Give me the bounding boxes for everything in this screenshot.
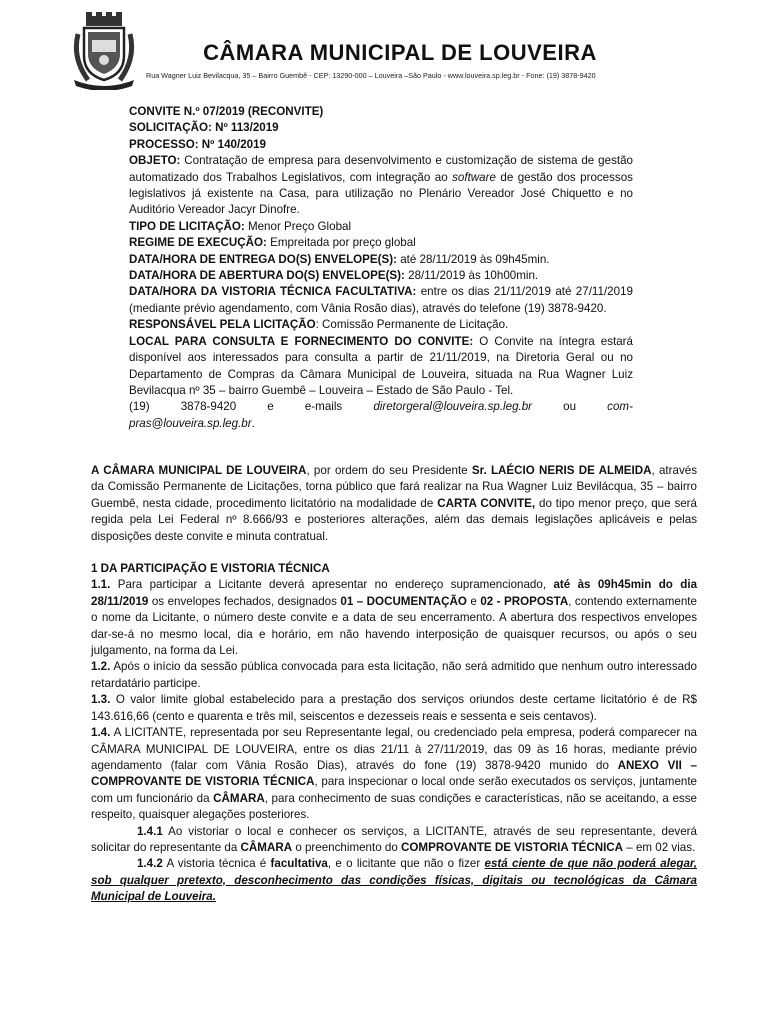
document-body — [91, 463, 697, 906]
email-link[interactable]: pras@louveira.sp.leg.br — [129, 416, 252, 430]
contact-line: (19) 3878-9420 e e-mails diretorgeral@louveira.sp.leg.br ou com- — [129, 399, 633, 415]
vistoria-field: DATA/HORA DA VISTORIA TÉCNICA FACULTATIVA: entre os dias 21/11/2019 até 27/11/2019 (mediante prévio agendamento, com Vânia Rosão dias), através do telefone (19) 3878-9420. — [129, 285, 633, 315]
clause-1-4-2: 1.4.2 A vistoria técnica é facultativa, e o licitante que não o fizer está ciente de que não poderá alegar, sob qualquer pretexto, desconhecimento das condições físicas, digitais ou tecnológicas da Câmara Municipal de Louveira. — [91, 857, 698, 904]
intro-paragraph: A CÂMARA MUNICIPAL DE LOUVEIRA, por ordem do seu Presidente Sr. LAÉCIO NERIS DE ALMEIDA, através da Comissão Permanente de Licitações, torna público que fará realizar na Rua Wagner Luiz Bevilácqua, 35 – bairro Guembê, nesta cidade, procedimento licitatório na modalidade de CARTA CONVITE, do tipo menor preço, que será regida pela Lei Federal nº 8.666/93 e posteriores alterações, além das demais legislações aplicáveis e pelas disposições deste convite e minuta contratual. — [91, 464, 697, 543]
email-link[interactable]: diretorgeral@louveira.sp.leg.br — [373, 400, 533, 414]
solicitacao-number: SOLICITAÇÃO: Nº 113/2019 — [129, 121, 279, 135]
tipo-licitacao-field: TIPO DE LICITAÇÃO: Menor Preço Global — [129, 219, 352, 233]
responsavel-field: RESPONSÁVEL PELA LICITAÇÃO: Comissão Permanente de Licitação. — [129, 318, 509, 332]
letterhead-address: Rua Wagner Luiz Bevilacqua, 35 – Bairro Guembê - CEP: 13290-000 – Louveira –São Paulo - www.louveira.sp.leg.br - Fone: (19) 3878-9420 — [146, 71, 596, 80]
section-heading: 1 DA PARTICIPAÇÃO E VISTORIA TÉCNICA — [91, 562, 330, 576]
clause-1-1: 1.1. Para participar a Licitante deverá apresentar no endereço supramencionado, até às 09h45min do dia 28/11/2019 os envelopes fechados, designados 01 – DOCUMENTAÇÃO e 02 - PROPOSTA, contendo externamente o nome da Licitante, o número deste convite e a data de seu encerramento. A abertura dos respectivos envelopes dar-se-á no mesmo local, dia e horário, em não havendo interposição de quaisquer recursos, ou após o seu julgamento, na forma da Lei. — [91, 578, 698, 658]
convite-number: CONVITE N.º 07/2019 (RECONVITE) — [129, 105, 324, 118]
convite-summary — [129, 104, 633, 432]
data-entrega-field: DATA/HORA DE ENTREGA DO(S) ENVELOPE(S): até 28/11/2019 às 09h45min. — [129, 252, 550, 266]
local-consulta-field: LOCAL PARA CONSULTA E FORNECIMENTO DO CONVITE: O Convite na íntegra estará disponível aos interessados para consulta a partir de 21/11/2019, na Diretoria Geral ou no Departamento de Compras da Câmara Municipal de Louveira, situada na Rua Wagner Luiz Bevilacqua nº 35 – bairro Guembê – Louveira – Estado de São Paulo - Tel. — [129, 334, 633, 397]
email-line: pras@louveira.sp.leg.br. — [129, 416, 255, 430]
clause-1-4-1: 1.4.1 Ao vistoriar o local e conhecer os serviços, a LICITANTE, através de seu representante, deverá solicitar do representante da CÂMARA o preenchimento do COMPROVANTE DE VISTORIA TÉCNICA – em 02 vias. — [91, 824, 697, 854]
data-abertura-field: DATA/HORA DE ABERTURA DO(S) ENVELOPE(S): 28/11/2019 às 10h00min. — [129, 269, 539, 283]
regime-execucao-field: REGIME DE EXECUÇÃO: Empreitada por preço global — [129, 236, 416, 250]
processo-number: PROCESSO: Nº 140/2019 — [129, 137, 266, 151]
objeto-field: OBJETO: Contratação de empresa para desenvolvimento e customização de sistema de gestão automatizado dos Trabalhos Legislativos, com integração ao software de gestão dos processos legislativos já existente na Casa, para utilização no Plenário Vereador José Chiquetto e no Auditório Vereador Jacyr Dinofre. — [129, 154, 633, 217]
page-title: CÂMARA MUNICIPAL DE LOUVEIRA — [203, 40, 597, 65]
clause-1-4: 1.4. A LICITANTE, representada por seu Representante legal, ou credenciado pela empresa, poderá comparecer na CÂMARA MUNICIPAL DE LOUVEIRA, entre os dias 21/11 à 27/11/2019, das 09 às 16 horas, mediante prévio agendamento (falar com Vânia Rosão Dias), através do fone (19) 3878-9420 munido do ANEXO VII – COMPROVANTE DE VISTORIA TÉCNICA, para inspecionar o local onde serão executados os serviços, juntamente com um funcionário da CÂMARA, para conhecimento de suas condições e características, não se aceitando, a esse respeito, quaisquer alegações posteriores. — [91, 726, 698, 822]
clause-1-2: 1.2. Após o início da sessão pública convocada para esta licitação, não será admitido que nenhum outro interessado retardatário participe. — [91, 660, 697, 690]
municipal-coat-of-arms-icon — [70, 10, 138, 90]
letterhead — [0, 0, 770, 95]
clause-1-3: 1.3. O valor limite global estabelecido para a prestação dos serviços oriundos deste certame licitatório é de R$ 143.616,66 (cento e quarenta e três mil, seiscentos e dezesseis reais e sessenta e seis centavos). — [91, 693, 697, 723]
